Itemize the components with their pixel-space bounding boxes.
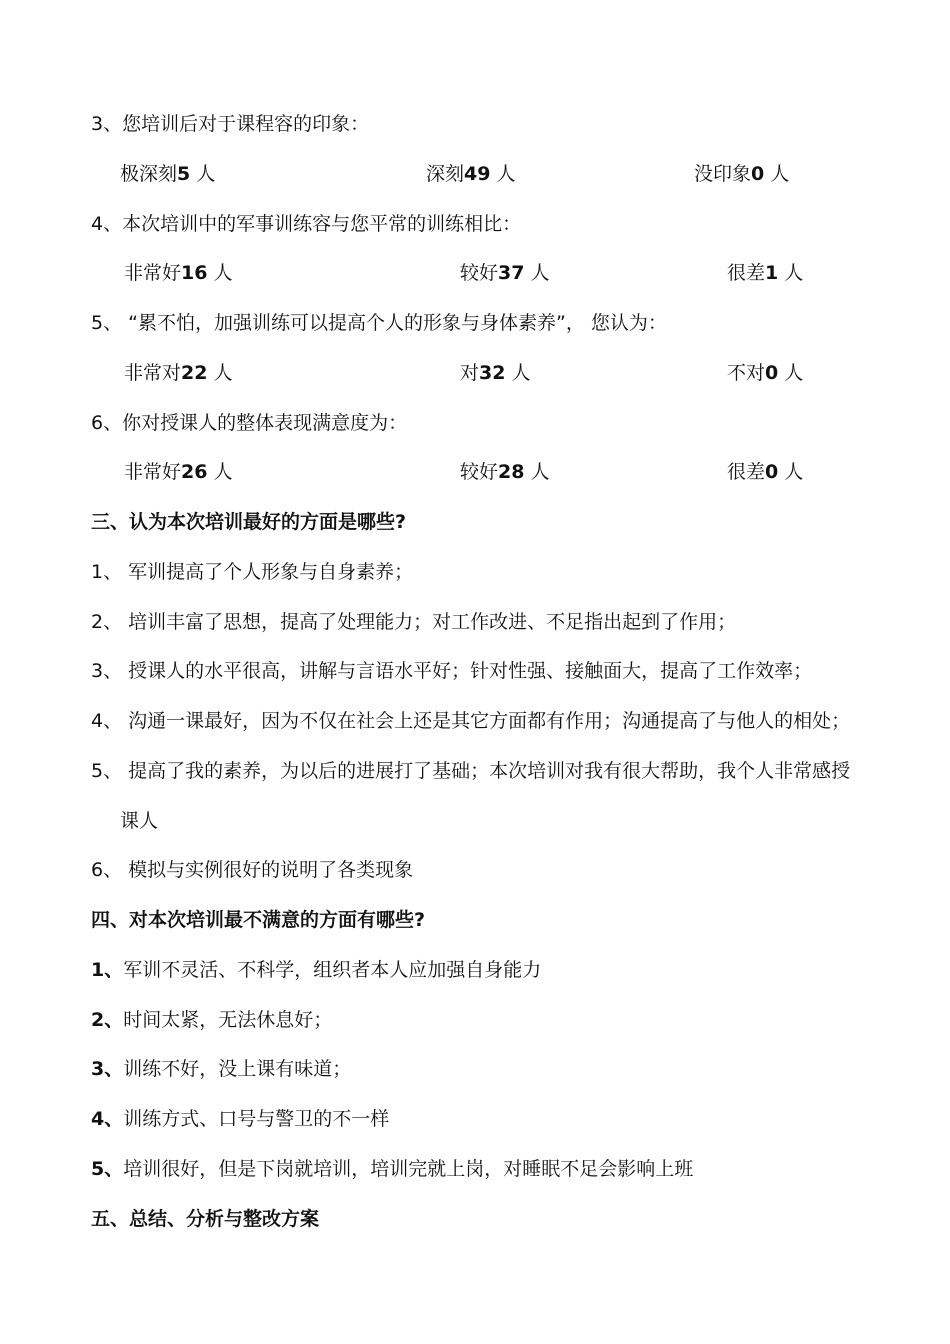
q4-option-3: 很差1 人 [727, 262, 804, 284]
question-4: 4、本次培训中的军事训练容与您平常的训练相比： [91, 213, 522, 235]
q3-option-3: 没印象0 人 [694, 163, 790, 185]
q4-option-2: 较好37 人 [460, 262, 550, 284]
question-6: 6、你对授课人的整体表现满意度为： [91, 412, 408, 434]
q3-option-1: 极深刻5 人 [120, 163, 216, 185]
section-4-item-4: 4、训练方式、口号与警卫的不一样 [91, 1108, 390, 1130]
q5-option-3: 不对0 人 [727, 362, 804, 384]
section-3-item-4: 4、 沟通一课最好，因为不仅在社会上还是其它方面都有作用；沟通提高了与他人的相处； [91, 710, 851, 732]
section-3-item-6: 6、 模拟与实例很好的说明了各类现象 [91, 859, 414, 881]
section-5-heading: 五、总结、分析与整改方案 [91, 1208, 320, 1230]
section-4-item-5: 5、培训很好，但是下岗就培训，培训完就上岗，对睡眠不足会影响上班 [91, 1158, 694, 1180]
section-3-item-5: 5、 提高了我的素养，为以后的进展打了基础；本次培训对我有很大帮助，我个人非常感授 [91, 760, 851, 782]
section-3-item-5-continued: 课人 [120, 810, 159, 832]
section-3-item-2: 2、 培训丰富了思想，提高了处理能力；对工作改进、不足指出起到了作用； [91, 611, 737, 633]
q5-option-1: 非常对22 人 [124, 362, 233, 384]
section-4-item-2: 2、时间太紧，无法休息好； [91, 1009, 333, 1031]
section-4-item-3: 3、训练不好，没上课有味道； [91, 1058, 352, 1080]
q5-option-2: 对32 人 [460, 362, 531, 384]
q6-option-2: 较好28 人 [460, 461, 550, 483]
q6-option-1: 非常好26 人 [124, 461, 233, 483]
section-3-item-1: 1、 军训提高了个人形象与自身素养； [91, 561, 414, 583]
section-3-item-3: 3、 授课人的水平很高，讲解与言语水平好；针对性强、接触面大，提高了工作效率； [91, 660, 813, 682]
section-3-heading: 三、认为本次培训最好的方面是哪些? [91, 511, 407, 533]
question-3: 3、您培训后对于课程容的印象： [91, 113, 370, 135]
q4-option-1: 非常好16 人 [124, 262, 233, 284]
question-5: 5、 “累不怕，加强训练可以提高个人的形象与身体素养”， 您认为： [91, 312, 667, 334]
q3-option-2: 深刻49 人 [426, 163, 516, 185]
q6-option-3: 很差0 人 [727, 461, 804, 483]
section-4-heading: 四、对本次培训最不满意的方面有哪些? [91, 909, 426, 931]
section-4-item-1: 1、军训不灵活、不科学，组织者本人应加强自身能力 [91, 959, 542, 981]
